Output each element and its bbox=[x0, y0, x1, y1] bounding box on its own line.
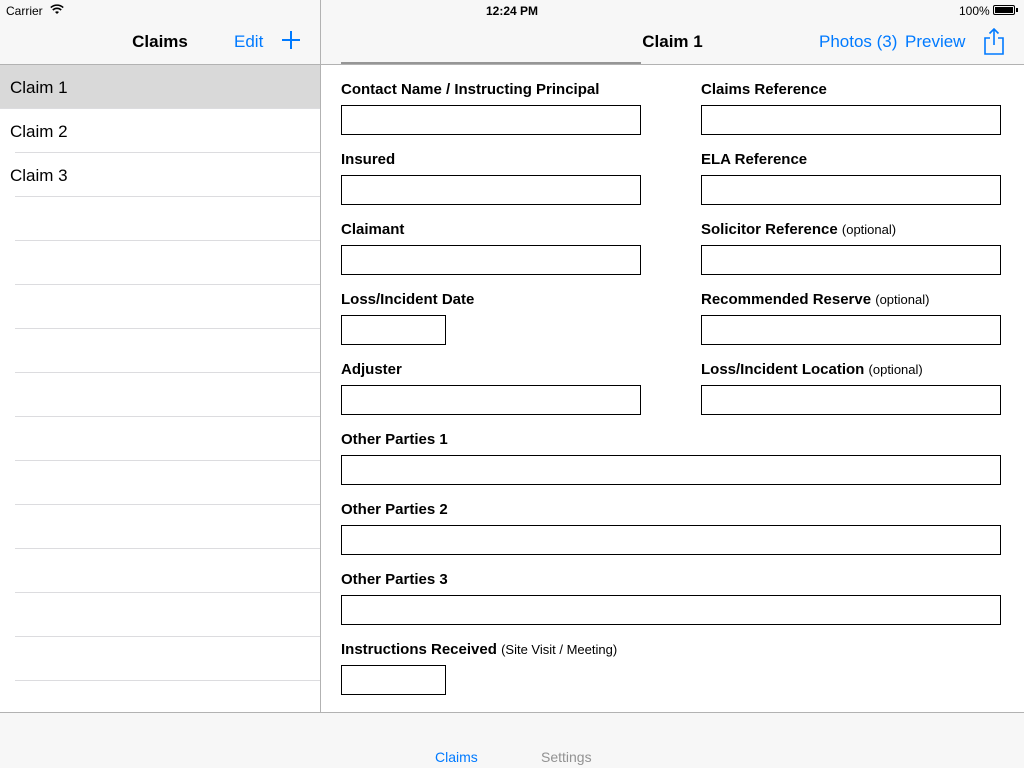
status-bar bbox=[0, 0, 1024, 20]
optional-note: (optional) bbox=[868, 362, 923, 377]
contact-name-field[interactable] bbox=[341, 105, 641, 135]
list-item[interactable] bbox=[0, 153, 320, 197]
adjuster-field[interactable] bbox=[341, 385, 641, 415]
empty-row bbox=[0, 417, 320, 461]
claims-title: Claims bbox=[132, 32, 188, 51]
other-parties-1-field[interactable] bbox=[341, 455, 1001, 485]
carrier-label: Carrier bbox=[6, 4, 43, 18]
loss-incident-location-label-group bbox=[701, 361, 923, 378]
list-item-label: Claim 1 bbox=[10, 78, 68, 97]
add-claim-icon[interactable] bbox=[281, 30, 301, 50]
recommended-reserve-label: Recommended Reserve bbox=[701, 291, 872, 308]
claimant-label: Claimant bbox=[341, 221, 405, 238]
claims-reference-label: Claims Reference bbox=[701, 81, 827, 98]
edit-button[interactable]: Edit bbox=[234, 32, 264, 51]
other-parties-2-label: Other Parties 2 bbox=[341, 501, 448, 518]
loss-incident-location-field[interactable] bbox=[701, 385, 1001, 415]
battery-icon bbox=[993, 5, 1015, 15]
tab-bar bbox=[0, 712, 1024, 768]
insured-label: Insured bbox=[341, 151, 396, 168]
ela-reference-label: ELA Reference bbox=[701, 151, 808, 168]
share-icon[interactable] bbox=[983, 28, 1005, 56]
claim-detail-pane bbox=[321, 0, 1024, 712]
insured-field[interactable] bbox=[341, 175, 641, 205]
tab-settings[interactable]: Settings bbox=[541, 749, 592, 765]
empty-row bbox=[0, 329, 320, 373]
tab-claims[interactable]: Claims bbox=[435, 749, 478, 765]
empty-row bbox=[0, 593, 320, 637]
preview-button[interactable]: Preview bbox=[905, 32, 966, 51]
other-parties-3-field[interactable] bbox=[341, 595, 1001, 625]
instructions-received-label: Instructions Received bbox=[341, 641, 497, 658]
battery-percentage: 100% bbox=[959, 4, 990, 18]
empty-row bbox=[0, 505, 320, 549]
other-parties-3-label: Other Parties 3 bbox=[341, 571, 448, 588]
claims-list-pane bbox=[0, 0, 320, 712]
detail-title: Claim 1 bbox=[642, 32, 703, 51]
optional-note: (optional) bbox=[875, 292, 930, 307]
empty-row bbox=[0, 637, 320, 681]
empty-row bbox=[0, 241, 320, 285]
loss-incident-date-label: Loss/Incident Date bbox=[341, 291, 475, 308]
empty-row bbox=[0, 285, 320, 329]
adjuster-label: Adjuster bbox=[341, 361, 402, 378]
recommended-reserve-label-group bbox=[701, 291, 929, 308]
solicitor-reference-label: Solicitor Reference bbox=[701, 221, 838, 238]
claims-list bbox=[0, 65, 320, 681]
optional-note: (Site Visit / Meeting) bbox=[501, 642, 618, 657]
solicitor-reference-field[interactable] bbox=[701, 245, 1001, 275]
instructions-received-field[interactable] bbox=[341, 665, 446, 695]
empty-row bbox=[0, 461, 320, 505]
instructions-received-label-group bbox=[341, 641, 617, 658]
scrolled-field-ghost bbox=[341, 62, 641, 64]
claimant-field[interactable] bbox=[341, 245, 641, 275]
recommended-reserve-field[interactable] bbox=[701, 315, 1001, 345]
solicitor-reference-label-group bbox=[701, 221, 896, 238]
contact-name-label: Contact Name / Instructing Principal bbox=[341, 81, 600, 98]
list-item[interactable] bbox=[0, 109, 320, 153]
empty-row bbox=[0, 197, 320, 241]
other-parties-1-label: Other Parties 1 bbox=[341, 431, 448, 448]
loss-incident-date-field[interactable] bbox=[341, 315, 446, 345]
loss-incident-location-label: Loss/Incident Location bbox=[701, 361, 865, 378]
list-item-label: Claim 2 bbox=[10, 122, 68, 141]
empty-row bbox=[0, 549, 320, 593]
clock: 12:24 PM bbox=[485, 4, 539, 18]
claims-reference-field[interactable] bbox=[701, 105, 1001, 135]
list-item[interactable] bbox=[0, 65, 320, 109]
ela-reference-field[interactable] bbox=[701, 175, 1001, 205]
optional-note: (optional) bbox=[841, 222, 897, 237]
other-parties-2-field[interactable] bbox=[341, 525, 1001, 555]
list-item-label: Claim 3 bbox=[10, 166, 68, 185]
empty-row bbox=[0, 373, 320, 417]
photos-button[interactable]: Photos (3) bbox=[819, 32, 898, 51]
